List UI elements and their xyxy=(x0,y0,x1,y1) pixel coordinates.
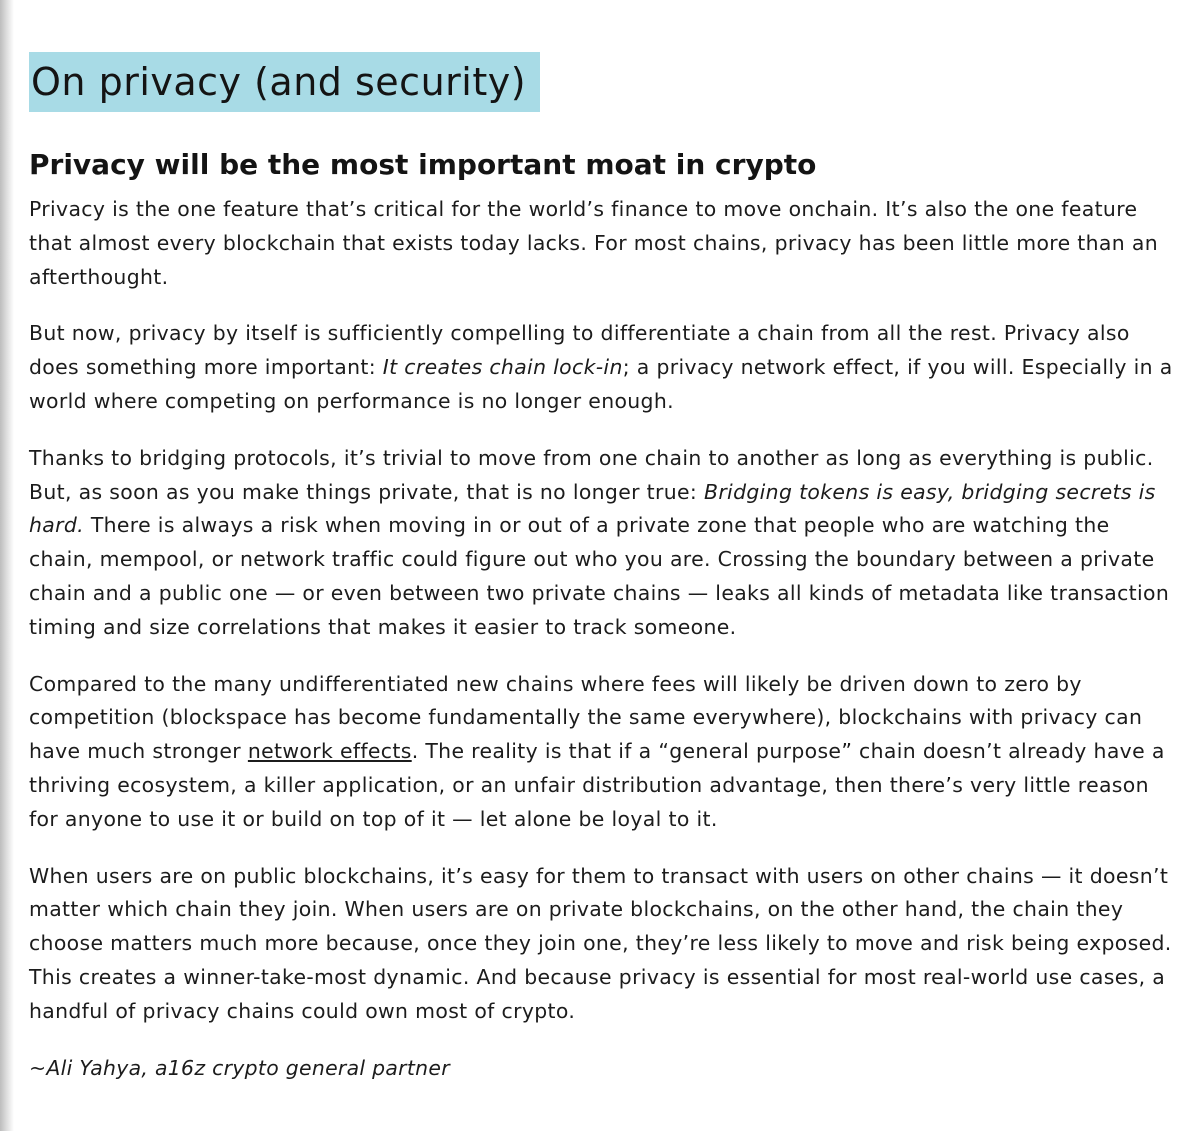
paragraph-5-text: When users are on public blockchains, it’s easy for them to transact with users on other chains — it doesn’t matter which chain they join. When users are on private blockchains, on the other hand, the chain they choose matters much more because, once they join one, they’re less likely to move and risk being exposed. This creates a winner-take-most dynamic. And because privacy is essential for most real-world use cases, a handful of privacy chains could own most of crypto. xyxy=(29,863,1172,1023)
paragraph-1-text: Privacy is the one feature that’s critical for the world’s finance to move onchain. It’s also the one feature that almost every blockchain that exists today lacks. For most chains, privacy has been little more than an afterthought. xyxy=(29,197,1158,289)
paragraph-3-emphasis: Bridging tokens is easy, bridging secrets is hard. xyxy=(29,479,1156,538)
page-edge-shadow xyxy=(0,0,14,1131)
section-title: On privacy (and security) xyxy=(29,52,540,112)
paragraph-2-text-end: ; a privacy network effect, if you will. Especially in a world where competing on performance is no longer enough. xyxy=(29,355,1173,413)
paragraph-3-text-end: There is always a risk when moving in or out of a private zone that people who are watching the chain, mempool, or network traffic could figure out who you are. Crossing the boundary between a private chain and a public one — or even between two private chains — leaks all kinds of metadata like transaction timing and size correlations that makes it easier to track someone. xyxy=(29,513,1170,639)
paragraph-4-text-end: . The reality is that if a “general purpose” chain doesn’t already have a thriving ecosystem, a killer application, or an unfair distribution advantage, then there’s very little reason for anyone to use it or build on top of it — let alone be loyal to it. xyxy=(29,739,1165,831)
author-signature: ~Ali Yahya, a16z crypto general partner xyxy=(29,1055,450,1080)
network-effects-link[interactable]: network effects xyxy=(247,739,412,764)
paragraph-2-emphasis: It creates chain lock-in xyxy=(382,355,623,380)
paragraph-5 xyxy=(29,860,1179,1029)
paragraph-1 xyxy=(29,193,1179,294)
paragraph-2-text-start: But now, privacy by itself is sufficiently compelling to differentiate a chain from all the rest. Privacy also does something more important: xyxy=(29,321,1130,380)
paragraph-4 xyxy=(29,668,1179,837)
article xyxy=(29,52,1179,1085)
article-subtitle: Privacy will be the most important moat in crypto xyxy=(29,148,817,181)
paragraph-3-text-start: Thanks to bridging protocols, it’s trivial to move from one chain to another as long as everything is public. But, as soon as you make things private, that is no longer true: xyxy=(29,445,1154,504)
paragraph-4-text-start: Compared to the many undifferentiated new chains where fees will likely be driven down to zero by competition (blockspace has become fundamentally the same everywhere), blockchains with privacy can have much stronger xyxy=(29,671,1143,764)
paragraph-2 xyxy=(29,317,1179,418)
paragraph-3 xyxy=(29,442,1179,645)
